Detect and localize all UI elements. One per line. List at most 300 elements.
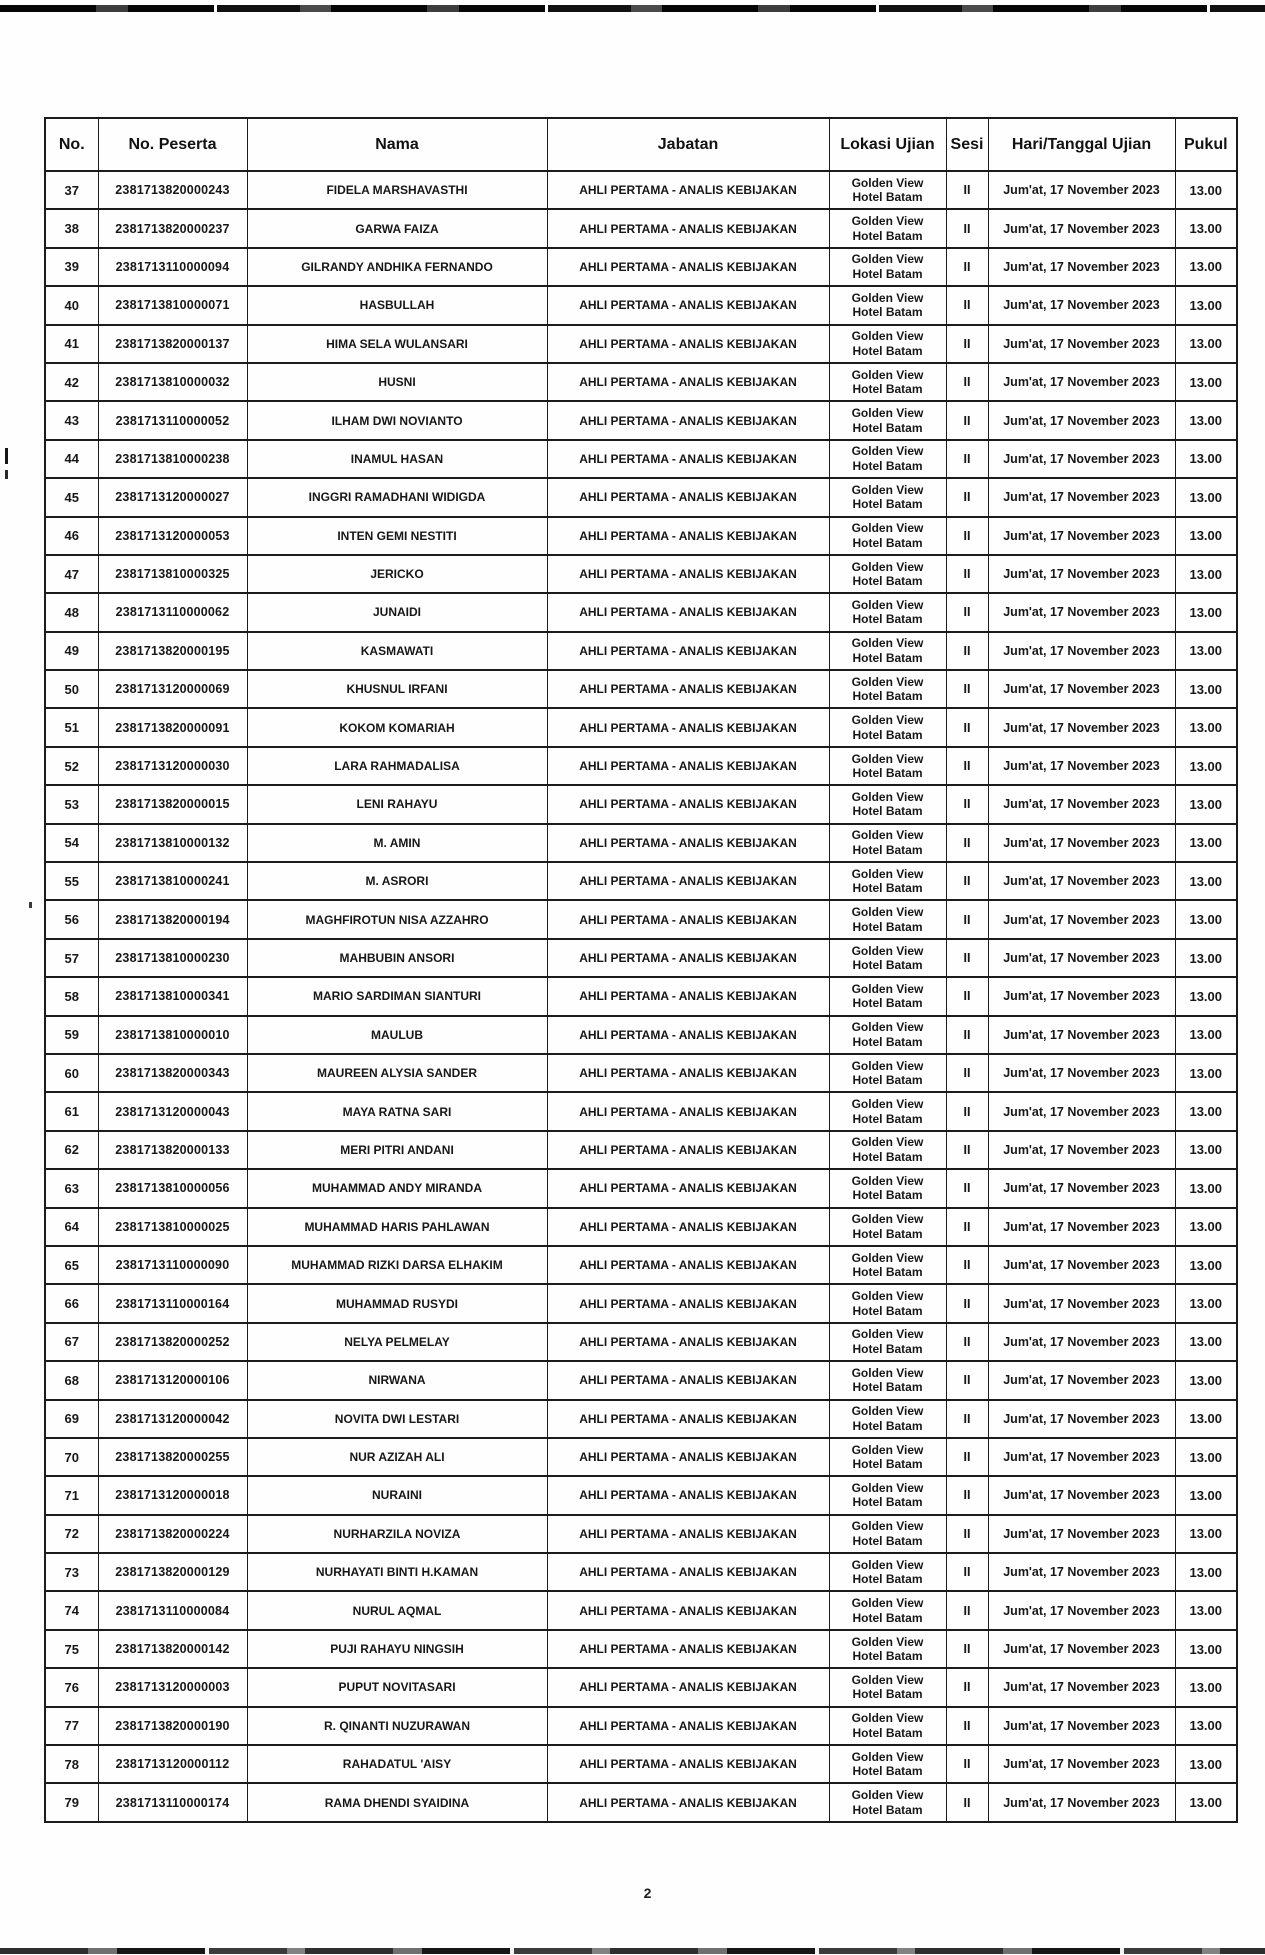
cell-hari-tanggal: Jum'at, 17 November 2023 (988, 248, 1175, 286)
cell-no-peserta: 2381713810000325 (98, 555, 247, 593)
cell-no: 49 (45, 632, 98, 670)
lokasi-line-2: Hotel Batam (852, 1418, 923, 1433)
cell-sesi: II (946, 1284, 988, 1322)
cell-no: 43 (45, 401, 98, 439)
cell-nama: INTEN GEMI NESTITI (247, 517, 547, 555)
cell-pukul: 13.00 (1175, 1630, 1237, 1668)
lokasi-line-1: Golden View (851, 674, 924, 689)
cell-pukul: 13.00 (1175, 900, 1237, 938)
cell-hari-tanggal: Jum'at, 17 November 2023 (988, 862, 1175, 900)
cell-hari-tanggal: Jum'at, 17 November 2023 (988, 1476, 1175, 1514)
cell-sesi: II (946, 1668, 988, 1706)
cell-lokasi-ujian (829, 171, 946, 209)
cell-no: 56 (45, 900, 98, 938)
table-row (45, 1361, 1237, 1399)
cell-no: 71 (45, 1476, 98, 1514)
cell-pukul: 13.00 (1175, 1438, 1237, 1476)
table-row (45, 286, 1237, 324)
cell-nama: RAHADATUL 'AISY (247, 1745, 547, 1783)
table-row (45, 1246, 1237, 1284)
lokasi-line-1: Golden View (851, 1634, 924, 1649)
cell-nama: NOVITA DWI LESTARI (247, 1400, 547, 1438)
cell-lokasi-ujian (829, 1668, 946, 1706)
cell-lokasi-ujian (829, 824, 946, 862)
cell-lokasi-ujian (829, 363, 946, 401)
table-row (45, 670, 1237, 708)
cell-hari-tanggal: Jum'at, 17 November 2023 (988, 1668, 1175, 1706)
cell-lokasi-ujian (829, 1515, 946, 1553)
cell-no-peserta: 2381713110000090 (98, 1246, 247, 1284)
cell-lokasi-ujian (829, 747, 946, 785)
cell-lokasi-ujian (829, 1591, 946, 1629)
cell-no: 65 (45, 1246, 98, 1284)
cell-lokasi-ujian (829, 1169, 946, 1207)
cell-no: 67 (45, 1323, 98, 1361)
cell-sesi: II (946, 1745, 988, 1783)
table-row (45, 1707, 1237, 1745)
table-row (45, 1438, 1237, 1476)
lokasi-line-2: Hotel Batam (852, 996, 923, 1011)
cell-jabatan: AHLI PERTAMA - ANALIS KEBIJAKAN (547, 1284, 829, 1322)
table-row (45, 862, 1237, 900)
cell-no: 53 (45, 785, 98, 823)
cell-nama: MAULUB (247, 1016, 547, 1054)
table-row (45, 785, 1237, 823)
lokasi-line-2: Hotel Batam (852, 305, 923, 320)
cell-hari-tanggal: Jum'at, 17 November 2023 (988, 1591, 1175, 1629)
table-row (45, 632, 1237, 670)
cell-no-peserta: 2381713810000241 (98, 862, 247, 900)
cell-nama: MARIO SARDIMAN SIANTURI (247, 977, 547, 1015)
cell-jabatan: AHLI PERTAMA - ANALIS KEBIJAKAN (547, 1591, 829, 1629)
cell-sesi: II (946, 363, 988, 401)
lokasi-line-1: Golden View (851, 713, 924, 728)
table-row (45, 209, 1237, 247)
table-row (45, 1323, 1237, 1361)
cell-no-peserta: 2381713810000230 (98, 939, 247, 977)
lokasi-line-2: Hotel Batam (852, 1226, 923, 1241)
cell-hari-tanggal: Jum'at, 17 November 2023 (988, 1284, 1175, 1322)
cell-lokasi-ujian (829, 862, 946, 900)
cell-nama: MAHBUBIN ANSORI (247, 939, 547, 977)
cell-hari-tanggal: Jum'at, 17 November 2023 (988, 977, 1175, 1015)
table-row (45, 1591, 1237, 1629)
table-row (45, 1131, 1237, 1169)
cell-hari-tanggal: Jum'at, 17 November 2023 (988, 1707, 1175, 1745)
cell-no: 44 (45, 440, 98, 478)
cell-pukul: 13.00 (1175, 862, 1237, 900)
cell-jabatan: AHLI PERTAMA - ANALIS KEBIJAKAN (547, 977, 829, 1015)
cell-lokasi-ujian (829, 1476, 946, 1514)
lokasi-line-1: Golden View (851, 1672, 924, 1687)
cell-no: 54 (45, 824, 98, 862)
cell-sesi: II (946, 1400, 988, 1438)
lokasi-line-2: Hotel Batam (852, 1610, 923, 1625)
cell-no-peserta: 2381713820000243 (98, 171, 247, 209)
lokasi-line-2: Hotel Batam (852, 1149, 923, 1164)
table-row (45, 1284, 1237, 1322)
lokasi-line-2: Hotel Batam (852, 1649, 923, 1664)
cell-hari-tanggal: Jum'at, 17 November 2023 (988, 1208, 1175, 1246)
cell-jabatan: AHLI PERTAMA - ANALIS KEBIJAKAN (547, 401, 829, 439)
lokasi-line-2: Hotel Batam (852, 190, 923, 205)
table-row (45, 900, 1237, 938)
column-header-no: No. (45, 118, 98, 171)
lokasi-line-2: Hotel Batam (852, 727, 923, 742)
table-row (45, 747, 1237, 785)
cell-jabatan: AHLI PERTAMA - ANALIS KEBIJAKAN (547, 670, 829, 708)
cell-no: 60 (45, 1054, 98, 1092)
cell-nama: NURAINI (247, 1476, 547, 1514)
table-row (45, 1054, 1237, 1092)
table-row (45, 1630, 1237, 1668)
cell-nama: HUSNI (247, 363, 547, 401)
cell-lokasi-ujian (829, 1438, 946, 1476)
cell-lokasi-ujian (829, 286, 946, 324)
cell-hari-tanggal: Jum'at, 17 November 2023 (988, 517, 1175, 555)
cell-pukul: 13.00 (1175, 1361, 1237, 1399)
cell-no: 59 (45, 1016, 98, 1054)
cell-hari-tanggal: Jum'at, 17 November 2023 (988, 632, 1175, 670)
cell-no: 39 (45, 248, 98, 286)
cell-no: 46 (45, 517, 98, 555)
cell-sesi: II (946, 747, 988, 785)
cell-pukul: 13.00 (1175, 1284, 1237, 1322)
lokasi-line-1: Golden View (851, 1327, 924, 1342)
cell-nama: M. ASRORI (247, 862, 547, 900)
cell-lokasi-ujian (829, 517, 946, 555)
cell-hari-tanggal: Jum'at, 17 November 2023 (988, 171, 1175, 209)
table-row (45, 1016, 1237, 1054)
cell-hari-tanggal: Jum'at, 17 November 2023 (988, 1016, 1175, 1054)
cell-no: 37 (45, 171, 98, 209)
cell-lokasi-ujian (829, 939, 946, 977)
cell-no-peserta: 2381713110000052 (98, 401, 247, 439)
lokasi-line-1: Golden View (851, 214, 924, 229)
lokasi-line-1: Golden View (851, 444, 924, 459)
cell-sesi: II (946, 1476, 988, 1514)
cell-hari-tanggal: Jum'at, 17 November 2023 (988, 1169, 1175, 1207)
cell-lokasi-ujian (829, 1246, 946, 1284)
lokasi-line-1: Golden View (851, 1442, 924, 1457)
cell-hari-tanggal: Jum'at, 17 November 2023 (988, 286, 1175, 324)
cell-no-peserta: 2381713820000252 (98, 1323, 247, 1361)
lokasi-line-2: Hotel Batam (852, 650, 923, 665)
scan-artifact-margin-dash (5, 470, 8, 479)
cell-sesi: II (946, 824, 988, 862)
cell-pukul: 13.00 (1175, 632, 1237, 670)
cell-no-peserta: 2381713120000106 (98, 1361, 247, 1399)
cell-hari-tanggal: Jum'at, 17 November 2023 (988, 708, 1175, 746)
table-row (45, 824, 1237, 862)
cell-no: 76 (45, 1668, 98, 1706)
cell-no-peserta: 2381713110000094 (98, 248, 247, 286)
cell-jabatan: AHLI PERTAMA - ANALIS KEBIJAKAN (547, 1400, 829, 1438)
table-row (45, 401, 1237, 439)
cell-nama: NIRWANA (247, 1361, 547, 1399)
cell-no: 48 (45, 593, 98, 631)
cell-jabatan: AHLI PERTAMA - ANALIS KEBIJAKAN (547, 1553, 829, 1591)
cell-jabatan: AHLI PERTAMA - ANALIS KEBIJAKAN (547, 555, 829, 593)
cell-hari-tanggal: Jum'at, 17 November 2023 (988, 1131, 1175, 1169)
lokasi-line-2: Hotel Batam (852, 881, 923, 896)
cell-no-peserta: 2381713110000164 (98, 1284, 247, 1322)
cell-pukul: 13.00 (1175, 517, 1237, 555)
cell-no-peserta: 2381713810000071 (98, 286, 247, 324)
cell-sesi: II (946, 248, 988, 286)
cell-no-peserta: 2381713810000238 (98, 440, 247, 478)
cell-pukul: 13.00 (1175, 1054, 1237, 1092)
lokasi-line-2: Hotel Batam (852, 689, 923, 704)
cell-no-peserta: 2381713810000010 (98, 1016, 247, 1054)
cell-lokasi-ujian (829, 1745, 946, 1783)
cell-no-peserta: 2381713820000129 (98, 1553, 247, 1591)
cell-pukul: 13.00 (1175, 670, 1237, 708)
lokasi-line-1: Golden View (851, 1711, 924, 1726)
cell-hari-tanggal: Jum'at, 17 November 2023 (988, 401, 1175, 439)
cell-hari-tanggal: Jum'at, 17 November 2023 (988, 1515, 1175, 1553)
cell-lokasi-ujian (829, 440, 946, 478)
cell-hari-tanggal: Jum'at, 17 November 2023 (988, 824, 1175, 862)
cell-jabatan: AHLI PERTAMA - ANALIS KEBIJAKAN (547, 1092, 829, 1130)
cell-no: 40 (45, 286, 98, 324)
cell-pukul: 13.00 (1175, 1783, 1237, 1821)
cell-no-peserta: 2381713110000174 (98, 1783, 247, 1821)
lokasi-line-1: Golden View (851, 789, 924, 804)
cell-pukul: 13.00 (1175, 1208, 1237, 1246)
cell-lokasi-ujian (829, 1630, 946, 1668)
lokasi-line-1: Golden View (851, 1596, 924, 1611)
cell-no: 74 (45, 1591, 98, 1629)
cell-nama: MAYA RATNA SARI (247, 1092, 547, 1130)
cell-pukul: 13.00 (1175, 401, 1237, 439)
table-row (45, 1092, 1237, 1130)
cell-no: 63 (45, 1169, 98, 1207)
table-header-row (45, 118, 1237, 171)
cell-hari-tanggal: Jum'at, 17 November 2023 (988, 1323, 1175, 1361)
cell-sesi: II (946, 1361, 988, 1399)
cell-pukul: 13.00 (1175, 555, 1237, 593)
lokasi-line-2: Hotel Batam (852, 1687, 923, 1702)
lokasi-line-1: Golden View (851, 905, 924, 920)
lokasi-line-2: Hotel Batam (852, 842, 923, 857)
cell-sesi: II (946, 401, 988, 439)
cell-hari-tanggal: Jum'at, 17 November 2023 (988, 1246, 1175, 1284)
cell-lokasi-ujian (829, 1131, 946, 1169)
cell-pukul: 13.00 (1175, 1092, 1237, 1130)
cell-no-peserta: 2381713810000032 (98, 363, 247, 401)
lokasi-line-2: Hotel Batam (852, 228, 923, 243)
cell-nama: KOKOM KOMARIAH (247, 708, 547, 746)
cell-no: 69 (45, 1400, 98, 1438)
cell-pukul: 13.00 (1175, 1476, 1237, 1514)
cell-pukul: 13.00 (1175, 1131, 1237, 1169)
cell-no-peserta: 2381713820000015 (98, 785, 247, 823)
cell-lokasi-ujian (829, 1016, 946, 1054)
cell-sesi: II (946, 1591, 988, 1629)
cell-sesi: II (946, 862, 988, 900)
table-row (45, 1553, 1237, 1591)
cell-sesi: II (946, 286, 988, 324)
cell-jabatan: AHLI PERTAMA - ANALIS KEBIJAKAN (547, 1515, 829, 1553)
cell-no: 78 (45, 1745, 98, 1783)
cell-no: 55 (45, 862, 98, 900)
column-header-sesi: Sesi (946, 118, 988, 171)
cell-no: 72 (45, 1515, 98, 1553)
cell-jabatan: AHLI PERTAMA - ANALIS KEBIJAKAN (547, 478, 829, 516)
table-row (45, 593, 1237, 631)
cell-jabatan: AHLI PERTAMA - ANALIS KEBIJAKAN (547, 1707, 829, 1745)
cell-jabatan: AHLI PERTAMA - ANALIS KEBIJAKAN (547, 209, 829, 247)
lokasi-line-1: Golden View (851, 1365, 924, 1380)
lokasi-line-2: Hotel Batam (852, 919, 923, 934)
lokasi-line-1: Golden View (851, 751, 924, 766)
cell-no: 41 (45, 325, 98, 363)
cell-sesi: II (946, 171, 988, 209)
cell-jabatan: AHLI PERTAMA - ANALIS KEBIJAKAN (547, 1131, 829, 1169)
lokasi-line-1: Golden View (851, 175, 924, 190)
cell-nama: JUNAIDI (247, 593, 547, 631)
lokasi-line-2: Hotel Batam (852, 612, 923, 627)
lokasi-line-2: Hotel Batam (852, 1188, 923, 1203)
cell-no-peserta: 2381713820000137 (98, 325, 247, 363)
cell-no: 77 (45, 1707, 98, 1745)
table-row (45, 1515, 1237, 1553)
cell-no-peserta: 2381713810000056 (98, 1169, 247, 1207)
cell-hari-tanggal: Jum'at, 17 November 2023 (988, 747, 1175, 785)
cell-no: 45 (45, 478, 98, 516)
cell-sesi: II (946, 1515, 988, 1553)
column-header-nama: Nama (247, 118, 547, 171)
cell-pukul: 13.00 (1175, 977, 1237, 1015)
cell-nama: JERICKO (247, 555, 547, 593)
lokasi-line-2: Hotel Batam (852, 343, 923, 358)
cell-nama: MUHAMMAD RUSYDI (247, 1284, 547, 1322)
lokasi-line-2: Hotel Batam (852, 1764, 923, 1779)
cell-nama: INGGRI RAMADHANI WIDIGDA (247, 478, 547, 516)
cell-nama: NELYA PELMELAY (247, 1323, 547, 1361)
cell-lokasi-ujian (829, 325, 946, 363)
cell-no: 52 (45, 747, 98, 785)
lokasi-line-1: Golden View (851, 406, 924, 421)
cell-sesi: II (946, 517, 988, 555)
lokasi-line-2: Hotel Batam (852, 382, 923, 397)
lokasi-line-2: Hotel Batam (852, 574, 923, 589)
table-row (45, 171, 1237, 209)
cell-jabatan: AHLI PERTAMA - ANALIS KEBIJAKAN (547, 363, 829, 401)
cell-lokasi-ujian (829, 1323, 946, 1361)
cell-no: 75 (45, 1630, 98, 1668)
cell-no: 51 (45, 708, 98, 746)
column-header-jabatan: Jabatan (547, 118, 829, 171)
cell-sesi: II (946, 1630, 988, 1668)
lokasi-line-1: Golden View (851, 597, 924, 612)
cell-no-peserta: 2381713120000027 (98, 478, 247, 516)
cell-no: 62 (45, 1131, 98, 1169)
lokasi-line-1: Golden View (851, 636, 924, 651)
cell-jabatan: AHLI PERTAMA - ANALIS KEBIJAKAN (547, 785, 829, 823)
cell-hari-tanggal: Jum'at, 17 November 2023 (988, 440, 1175, 478)
cell-sesi: II (946, 1553, 988, 1591)
lokasi-line-1: Golden View (851, 1557, 924, 1572)
cell-sesi: II (946, 1208, 988, 1246)
table-row (45, 517, 1237, 555)
cell-hari-tanggal: Jum'at, 17 November 2023 (988, 1438, 1175, 1476)
table-row (45, 977, 1237, 1015)
cell-jabatan: AHLI PERTAMA - ANALIS KEBIJAKAN (547, 325, 829, 363)
cell-no-peserta: 2381713110000084 (98, 1591, 247, 1629)
exam-schedule-table (44, 117, 1238, 1823)
cell-sesi: II (946, 1323, 988, 1361)
cell-sesi: II (946, 1169, 988, 1207)
cell-no-peserta: 2381713820000194 (98, 900, 247, 938)
cell-no-peserta: 2381713820000237 (98, 209, 247, 247)
cell-hari-tanggal: Jum'at, 17 November 2023 (988, 1745, 1175, 1783)
cell-lokasi-ujian (829, 593, 946, 631)
cell-jabatan: AHLI PERTAMA - ANALIS KEBIJAKAN (547, 171, 829, 209)
table-row (45, 708, 1237, 746)
cell-no-peserta: 2381713820000142 (98, 1630, 247, 1668)
cell-nama: NURHARZILA NOVIZA (247, 1515, 547, 1553)
lokasi-line-2: Hotel Batam (852, 766, 923, 781)
table-row (45, 1745, 1237, 1783)
cell-nama: GILRANDY ANDHIKA FERNANDO (247, 248, 547, 286)
cell-sesi: II (946, 325, 988, 363)
lokasi-line-2: Hotel Batam (852, 420, 923, 435)
cell-hari-tanggal: Jum'at, 17 November 2023 (988, 593, 1175, 631)
page-number: 2 (643, 1885, 652, 1901)
lokasi-line-1: Golden View (851, 943, 924, 958)
cell-no-peserta: 2381713820000133 (98, 1131, 247, 1169)
cell-sesi: II (946, 1131, 988, 1169)
lokasi-line-1: Golden View (851, 329, 924, 344)
cell-pukul: 13.00 (1175, 209, 1237, 247)
scan-artifact-margin-dash (5, 448, 8, 464)
cell-lokasi-ujian (829, 209, 946, 247)
cell-no: 73 (45, 1553, 98, 1591)
lokasi-line-1: Golden View (851, 1788, 924, 1803)
cell-nama: M. AMIN (247, 824, 547, 862)
lokasi-line-1: Golden View (851, 1135, 924, 1150)
table-row (45, 1476, 1237, 1514)
cell-lokasi-ujian (829, 248, 946, 286)
cell-hari-tanggal: Jum'at, 17 November 2023 (988, 478, 1175, 516)
table-row (45, 248, 1237, 286)
lokasi-line-2: Hotel Batam (852, 266, 923, 281)
cell-jabatan: AHLI PERTAMA - ANALIS KEBIJAKAN (547, 862, 829, 900)
lokasi-line-1: Golden View (851, 1097, 924, 1112)
cell-jabatan: AHLI PERTAMA - ANALIS KEBIJAKAN (547, 286, 829, 324)
lokasi-line-1: Golden View (851, 981, 924, 996)
cell-sesi: II (946, 632, 988, 670)
lokasi-line-2: Hotel Batam (852, 1034, 923, 1049)
cell-sesi: II (946, 670, 988, 708)
cell-lokasi-ujian (829, 401, 946, 439)
cell-jabatan: AHLI PERTAMA - ANALIS KEBIJAKAN (547, 593, 829, 631)
cell-jabatan: AHLI PERTAMA - ANALIS KEBIJAKAN (547, 939, 829, 977)
lokasi-line-2: Hotel Batam (852, 1380, 923, 1395)
table-row (45, 363, 1237, 401)
cell-nama: RAMA DHENDI SYAIDINA (247, 1783, 547, 1821)
cell-jabatan: AHLI PERTAMA - ANALIS KEBIJAKAN (547, 1745, 829, 1783)
lokasi-line-1: Golden View (851, 290, 924, 305)
cell-no-peserta: 2381713120000030 (98, 747, 247, 785)
lokasi-line-2: Hotel Batam (852, 1457, 923, 1472)
cell-pukul: 13.00 (1175, 1016, 1237, 1054)
cell-sesi: II (946, 1016, 988, 1054)
cell-sesi: II (946, 593, 988, 631)
cell-pukul: 13.00 (1175, 1515, 1237, 1553)
